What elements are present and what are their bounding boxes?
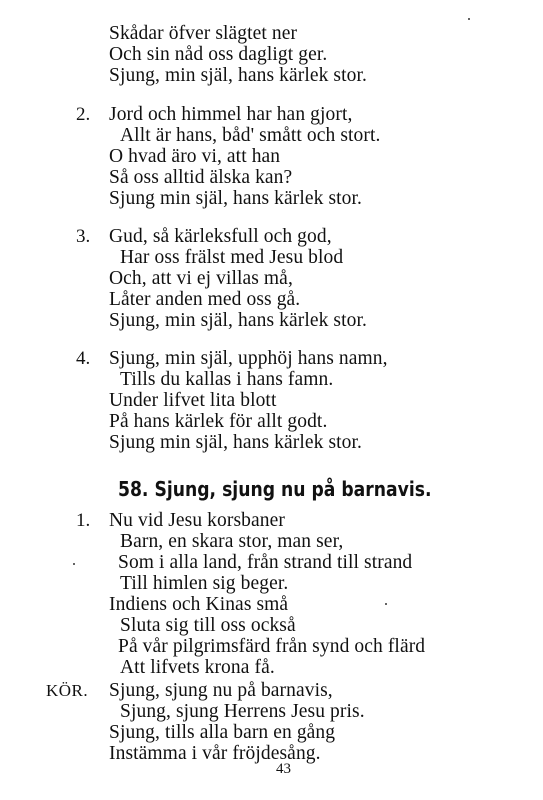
verse-line: På vår pilgrimsfärd från synd och flärd	[118, 636, 426, 657]
verse-line: Sjung min själ, hans kärlek stor.	[109, 432, 362, 453]
hymn-title: 58. Sjung, sjung nu på barnavis.	[118, 477, 432, 501]
verse-number: 2.	[76, 104, 91, 125]
verse-line: Skådar öfver slägtet ner	[109, 23, 298, 44]
verse-line: Att lifvets krona få.	[120, 657, 275, 678]
verse-number: 1.	[76, 510, 91, 531]
verse-line: Har oss frälst med Jesu blod	[120, 247, 344, 268]
verse-line: Nu vid Jesu korsbaner	[109, 510, 285, 531]
verse-line: Sjung, min själ, upphöj hans namn,	[109, 348, 388, 369]
page-number: 43	[276, 761, 291, 777]
verse-line: Och sin nåd oss dagligt ger.	[109, 44, 328, 65]
verse-line: Så oss alltid älska kan?	[109, 167, 293, 188]
verse-line: Jord och himmel har han gjort,	[109, 104, 353, 125]
chorus-label: KÖR.	[46, 681, 89, 700]
verse-number: 4.	[76, 348, 91, 369]
verse-line: Sjung, min själ, hans kärlek stor.	[109, 310, 367, 331]
verse-line: Sjung, tills alla barn en gång	[109, 722, 336, 743]
verse-line: På hans kärlek för allt godt.	[109, 411, 328, 432]
verse-line: Indiens och Kinas små	[109, 594, 289, 615]
verse-line: Som i alla land, från strand till strand	[118, 552, 413, 573]
verse-line: Allt är hans, båd' smått och stort.	[120, 125, 381, 146]
verse-line: Och, att vi ej villas må,	[109, 268, 293, 289]
verse-line: Gud, så kärleksfull och god,	[109, 226, 332, 247]
print-speck	[385, 603, 387, 605]
print-speck	[73, 563, 75, 565]
verse-line: Sjung, sjung Herrens Jesu pris.	[120, 701, 365, 722]
verse-line: Under lifvet lita blott	[109, 390, 277, 411]
verse-line: Tills du kallas i hans famn.	[120, 369, 334, 390]
verse-line: Instämma i vår fröjdesång.	[109, 743, 321, 764]
verse-line: Låter anden med oss gå.	[109, 289, 301, 310]
verse-line: Sjung min själ, hans kärlek stor.	[109, 188, 362, 209]
verse-line: Till himlen sig beger.	[120, 573, 289, 594]
verse-line: Sluta sig till oss också	[120, 615, 296, 636]
verse-number: 3.	[76, 226, 91, 247]
verse-line: Barn, en skara stor, man ser,	[120, 531, 344, 552]
verse-line: Sjung, min själ, hans kärlek stor.	[109, 65, 367, 86]
print-speck	[468, 18, 470, 20]
verse-line: Sjung, sjung nu på barnavis,	[109, 680, 333, 701]
verse-line: O hvad äro vi, att han	[109, 146, 281, 167]
